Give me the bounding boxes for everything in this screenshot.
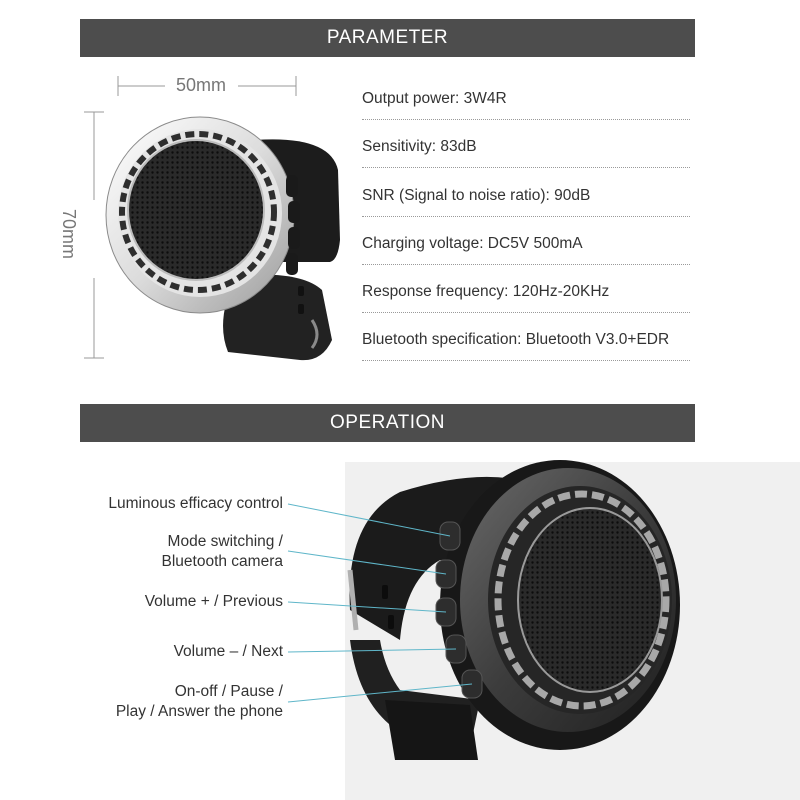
operation-title: OPERATION [330,412,445,433]
operation-power-label [43,682,283,722]
operation-volume-up-line1: Volume + / Previous [144,593,283,610]
spec-charging-voltage: Charging voltage: DC5V 500mA [362,235,583,252]
width-dimension-label: 50mm [176,75,227,95]
height-dimension-label: 70mm [59,209,79,260]
operation-volume-down-line1: Volume – / Next [173,643,283,660]
bottom-watch-image [350,460,680,760]
operation-power-line1: On-off / Pause / [174,683,283,700]
spec-bluetooth: Bluetooth specification: Bluetooth V3.0+EDR [362,331,670,348]
operation-power-line2: Play / Answer the phone [115,703,283,720]
operation-mode-label [43,532,283,572]
spec-response-frequency: Response frequency: 120Hz-20KHz [362,283,610,300]
operation-volume-up-label [43,592,283,612]
operation-mode-line1: Mode switching / [167,533,283,550]
spec-output-power: Output power: 3W4R [362,90,507,107]
spec-snr: SNR (Signal to noise ratio): 90dB [362,187,591,204]
parameter-title: PARAMETER [326,27,449,48]
operation-luminous-label [43,494,283,514]
spec-sensitivity: Sensitivity: 83dB [362,138,477,155]
operation-volume-down-label [43,642,283,662]
operation-mode-line2: Bluetooth camera [161,553,283,570]
operation-luminous-line1: Luminous efficacy control [108,495,283,512]
